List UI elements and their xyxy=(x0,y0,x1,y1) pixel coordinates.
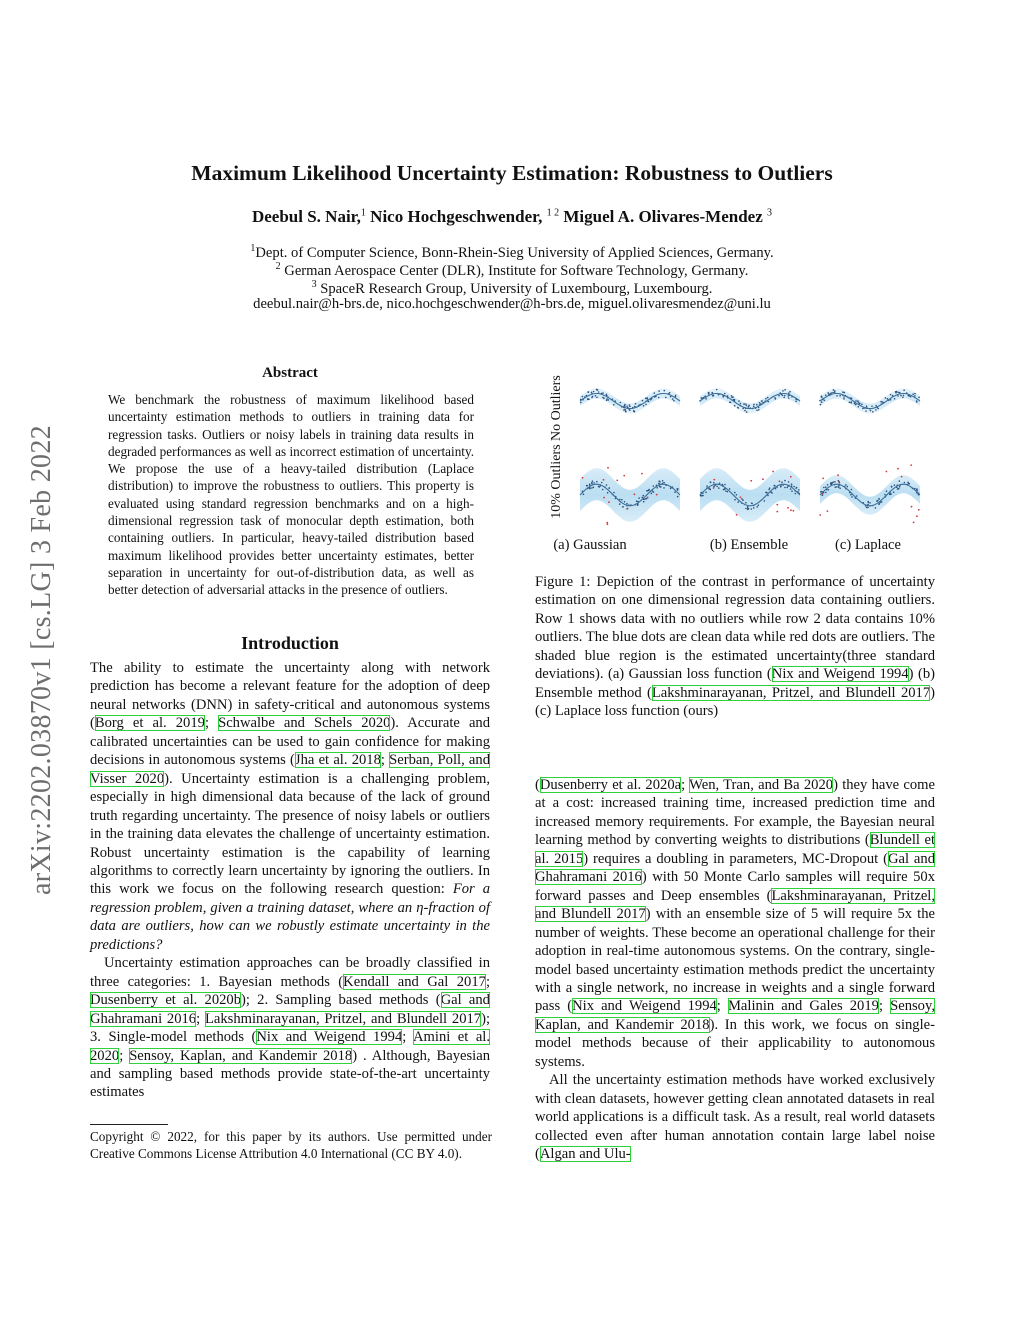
citation-link[interactable]: Sensoy, Kaplan, and Kandemir 2018 xyxy=(535,998,935,1033)
author-3: Miguel A. Olivares-Mendez xyxy=(563,207,763,226)
citation-link[interactable]: Nix and Weigend 1994 xyxy=(572,998,717,1015)
citation-link[interactable]: Borg et al. 2019 xyxy=(94,715,205,732)
regression-panel xyxy=(580,467,680,525)
subfigure-label-laplace: (c) Laplace xyxy=(834,537,902,553)
regression-panel xyxy=(819,389,920,414)
figure-1-caption: Figure 1: Depiction of the contrast in performance of uncertainty estimation on one dimensional regression data containing outliers. Row 1 shows data with no outliers while row 2 data contains 10% outliers. The blue dots are clean data while red dots are outliers. The shaded blue region is the estimated uncertainty(three standard deviations). (a) Gaussian loss function (Nix and Weigend 1994) (b) Ensemble method (Lakshminarayanan, Pritzel, and Blundell 2017) (c) Laplace loss function (ours) xyxy=(535,574,936,720)
citation-link[interactable]: Lakshminarayanan, Pritzel, and Blundell 2017 xyxy=(535,887,936,923)
citation-link[interactable]: Wen, Tran, and Ba 2020 xyxy=(689,777,834,793)
author-2: Nico Hochgeschwender, xyxy=(370,207,543,226)
subfigure-label-ensemble: (b) Ensemble xyxy=(709,537,789,553)
citation-link[interactable]: Nix and Weigend 1994 xyxy=(256,1029,403,1046)
regression-panel xyxy=(700,468,800,522)
arxiv-id: arXiv:2202.03870v1 [cs.LG] 3 Feb 2022 xyxy=(26,425,57,895)
citation-link[interactable]: Dusenberry et al. 2020a xyxy=(539,777,682,793)
footnote-rule xyxy=(90,1124,168,1125)
citation-link[interactable]: Gal and Ghahramani 2016 xyxy=(535,850,935,886)
citation-link[interactable]: Amini et al. 2020 xyxy=(90,1029,490,1064)
author-1: Deebul S. Nair, xyxy=(251,207,361,226)
affiliation-3: $^3$ SpaceR Research Group, University of Luxembourg, Luxembourg. xyxy=(311,279,713,297)
abstract-heading: Abstract xyxy=(262,365,318,381)
figure-row-label: 10% Outliers No Outliers xyxy=(549,375,564,519)
intro-paragraph-2: Uncertainty estimation approaches can be broadly classified in three categories: 1. Bayesian methods (Kendall and Gal 2017; Dusenberry et al. 2020b); 2. Sampling based methods (Gal and Ghahramani 2016; Lakshminarayanan, Pritzel, and Blundell 2017); 3. Single-model methods (Nix and Weigend 1994; Amini et al. 2020; Sensoy, Kaplan, and Kandemir 2018) . Although, Bayesian and sampling based methods provide state-of-the-art uncertainty estimates xyxy=(90,955,491,1101)
citation-link[interactable]: Nix and Weigend 1994 xyxy=(771,666,909,683)
copyright-footnote: Copyright © 2022, for this paper by its authors. Use permitted under Creative Commons License Attribution 4.0 International (CC BY 4.0). xyxy=(90,1129,492,1162)
right-paragraph-1: (Dusenberry et al. 2020a; Wen, Tran, and Ba 2020) they have come at a cost: increased training time, increased prediction time and increased memory requirements. For example, the Bayesian neural learning method by converting weights to distributions (Blundell et al. 2015) requires a doubling in parameters, MC-Dropout (Gal and Ghahramani 2016) with 50 Monte Carlo samples will require 50x forward passes and Deep ensembles (Lakshminarayanan, Pritzel, and Blundell 2017) with an ensemble size of 5 will require 5x the number of weights. These become an operational challenge for their adoption in real-time autonomous systems. On the contrary, single-model based uncertainty estimation methods predict the uncertainty with a single network, no increase in weights and a single forward pass (Nix and Weigend 1994; Malinin and Gales 2019; Sensoy, Kaplan, and Kandemir 2018). In this work, we focus on single-model methods because of their applicability to autonomous systems. xyxy=(535,777,936,1070)
figure-1-plots xyxy=(545,360,935,560)
citation-link[interactable]: Blundell et al. 2015 xyxy=(535,832,936,867)
regression-panel xyxy=(699,389,800,414)
author-list: Deebul S. Nair,$^1$ Nico Hochgeschwender, $^{1 2}$ Miguel A. Olivares-Mendez $^3$ xyxy=(251,207,773,226)
citation-link[interactable]: Sensoy, Kaplan, and Kandemir 2018 xyxy=(129,1047,353,1064)
introduction-heading: Introduction xyxy=(241,633,339,653)
introduction-body xyxy=(90,659,490,1102)
citation-link[interactable]: Algan and Ulu- xyxy=(539,1146,631,1163)
regression-panel xyxy=(819,464,920,523)
citation-link[interactable]: Kendall and Gal 2017 xyxy=(343,973,486,990)
affiliation-1: $^1$Dept. of Computer Science, Bonn-Rhein-Sieg University of Applied Sciences, Germany. xyxy=(250,243,774,261)
citation-link[interactable]: Malinin and Gales 2019 xyxy=(727,998,879,1015)
research-question: For a regression problem, given a training dataset, where an η-fraction of data are outliers, how can we robustly estimate uncertainty in the predictions? xyxy=(90,881,491,953)
abstract-text: We benchmark the robustness of maximum likelihood based uncertainty estimation methods to outliers in training data for regression tasks. Outliers or noisy labels in training data results in degraded performances as well as incorrect estimation of uncertainty. We propose the use of a heavy-tailed distribution (Laplace distribution) to improve the robustness to outliers. This property is evaluated using standard regression benchmarks and on a high-dimensional regression task of monocular depth estimation, both containing outliers. In particular, heavy-tailed distribution based maximum likelihood provides better uncertainty estimates, better separation in uncertainty for out-of-distribution data, as well as better detection of adversarial attacks in the presence of outliers. xyxy=(108,392,474,598)
paper-title: Maximum Likelihood Uncertainty Estimation: Robustness to Outliers xyxy=(191,161,833,185)
right-column-body xyxy=(535,776,935,1164)
citation-link[interactable]: Jha et al. 2018 xyxy=(294,752,381,769)
citation-link[interactable]: Lakshminarayanan, Pritzel, and Blundell 2017 xyxy=(651,684,931,701)
citation-link[interactable]: Lakshminarayanan, Pritzel, and Blundell 2017 xyxy=(204,1010,482,1027)
citation-link[interactable]: Gal and Ghahramani 2016 xyxy=(90,992,490,1027)
arxiv-sidebar-stamp xyxy=(17,365,67,955)
intro-paragraph-1: The ability to estimate the uncertainty along with network prediction has become a relevant feature for the adoption of deep neural networks (DNN) in safety-critical and autonomous systems (Borg et al. 2019; Schwalbe and Schels 2020). Accurate and calibrated uncertainties can be used to gain confidence for making decisions in autonomous systems (Jha et al. 2018; Serban, Poll, and Visser 2020). Uncertainty estimation is a challenging problem, especially in high dimensional data because of the lack of ground truth regarding uncertainty. The presence of noisy labels or outliers in the training data elevates the challenge of uncertainty estimation. Robust uncertainty estimation is the capability of learning algorithms to correctly learn uncertainty by ignoring the outliers. In this work we focus on the following research question: For a regression problem, given a training dataset, where an η-fraction of data are outliers, how can we robustly estimate uncertainty in the predictions? xyxy=(90,660,491,953)
citation-link[interactable]: Serban, Poll, and Visser 2020 xyxy=(90,752,490,787)
citation-link[interactable]: Dusenberry et al. 2020b xyxy=(90,992,242,1009)
affiliation-2: $^2$ German Aerospace Center (DLR), Institute for Software Technology, Germany. xyxy=(275,261,749,279)
subfigure-label-gaussian: (a) Gaussian xyxy=(553,537,627,553)
right-paragraph-2: All the uncertainty estimation methods have worked exclusively with clean datasets, however getting clean annotated datasets in real world applications is a difficult task. As a result, real world datasets collected even after human annotation contain large label noise (Algan and Ulu- xyxy=(535,1072,935,1163)
author-emails: deebul.nair@h-brs.de, nico.hochgeschwender@h-brs.de, miguel.olivaresmendez@uni.lu xyxy=(253,296,771,312)
regression-panel xyxy=(580,389,680,414)
citation-link[interactable]: Schwalbe and Schels 2020 xyxy=(218,715,391,732)
